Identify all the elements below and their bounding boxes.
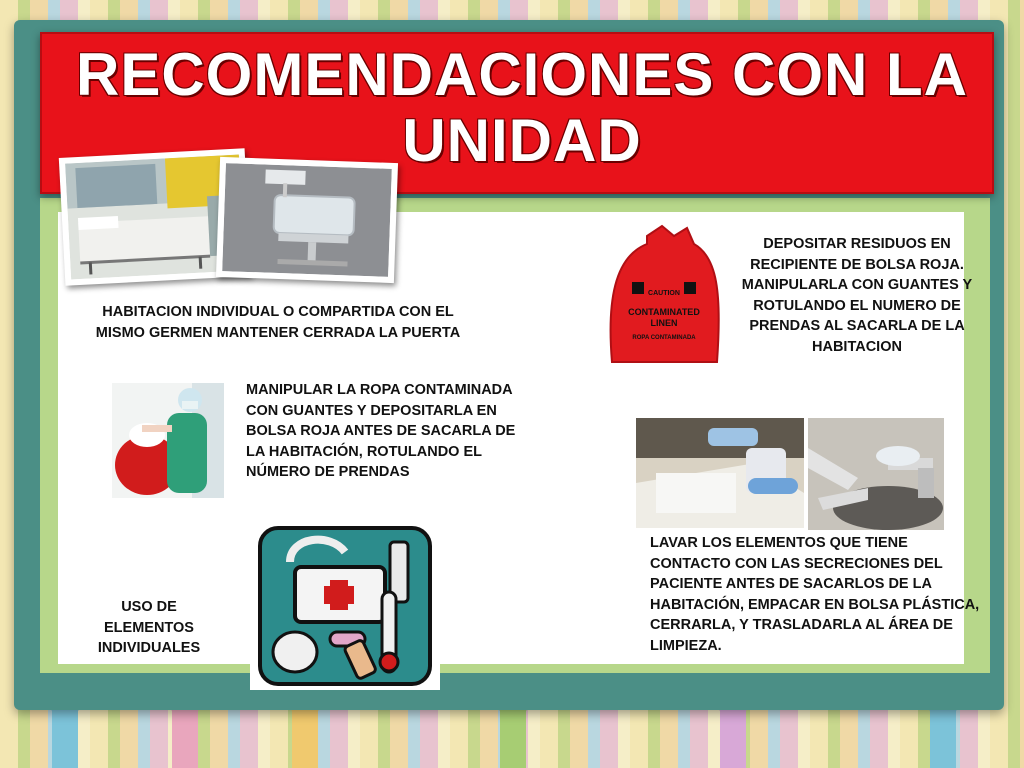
laundry-text: MANIPULAR LA ROPA CONTAMINADA CON GUANTES Y DEPOSITARLA EN BOLSA ROJA ANTES DE SACARLA DE LA HABITACIÓN, ROTULANDO EL NÚMERO DE PRENDAS [246,382,516,480]
sink-washing-photo [808,418,944,530]
individual-text: USO DE ELEMENTOS INDIVIDUALES [97,599,201,656]
wash-text: LAVAR LOS ELEMENTOS QUE TIENE CONTACTO CON LAS SECRECIONES DEL PACIENTE ANTES DE SACARLOS DE LA HABITACIÓN, EMPACAR EN BOLSA PLÁSTICA, CERRARLA, Y TRASLADARLA AL ÁREA DE LIMPIEZA. [650,535,980,654]
nurse-laundry-photo [112,383,224,498]
red-contaminated-bag-photo [602,222,727,370]
incubator-photo [216,157,398,283]
bag-label-line2: LINEN [650,318,678,328]
bag-label-line3: ROPA CONTAMINADA [632,335,696,341]
medical-kit-icon [250,522,440,690]
waste-text: DEPOSITAR RESIDUOS EN RECIPIENTE DE BOLSA ROJA. MANIPULARLA CON GUANTES Y ROTULANDO EL NUMERO DE PRENDAS AL SACARLA DE LA HABITACION [741,236,973,355]
bag-label-line1: CONTAMINATED [628,307,700,317]
slide-title: RECOMENDACIONES CON LA UNIDAD [75,41,969,174]
room-text: HABITACION INDIVIDUAL O COMPARTIDA CON EL MISMO GERMEN MANTENER CERRADA LA PUERTA [95,304,461,341]
surface-cleaning-photo [636,418,804,528]
bag-caution-text: CAUTION [648,290,680,297]
